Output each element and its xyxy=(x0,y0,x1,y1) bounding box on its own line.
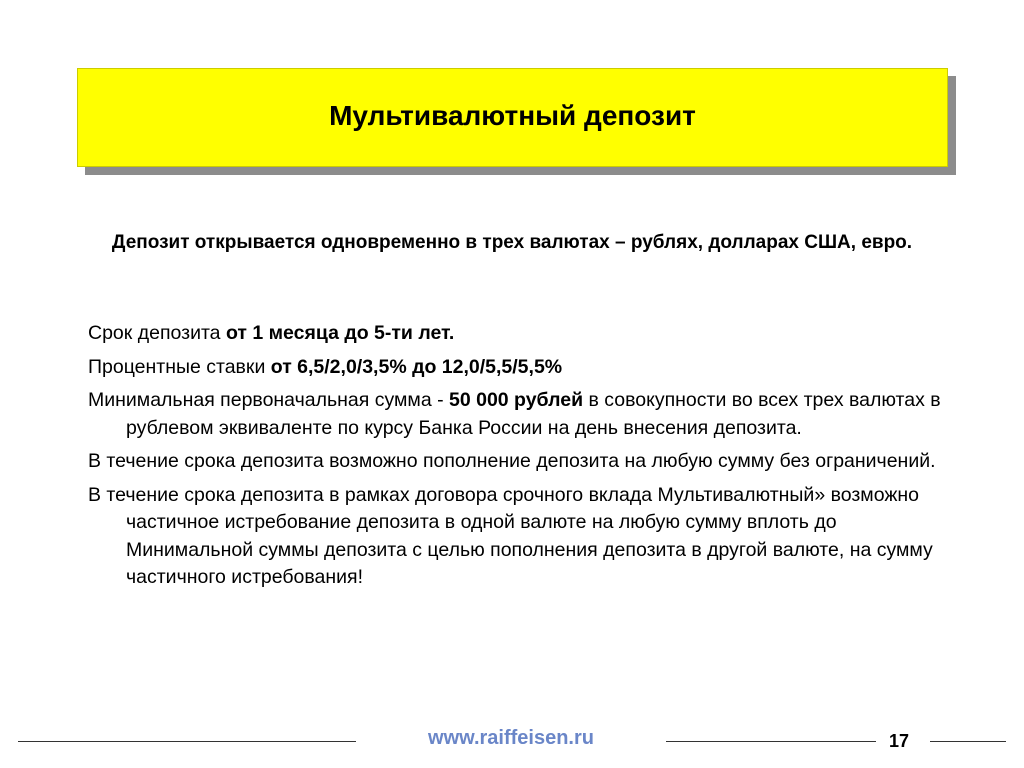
item-text-after: в совокупности во всех трех валютах в рублевом эквиваленте по курсу Банка России на день внесения депозита. xyxy=(126,389,941,439)
list-item-partial-withdrawal xyxy=(88,482,948,592)
list-item-rates xyxy=(88,354,948,382)
title-box xyxy=(77,68,948,167)
list-item-term xyxy=(88,320,948,348)
intro-text: Депозит открывается одновременно в трех валютах – рублях, долларах США, евро. xyxy=(111,232,913,253)
bullet-list xyxy=(88,320,948,598)
footer-website-link[interactable]: www.raiffeisen.ru xyxy=(428,727,594,749)
list-item-replenishment xyxy=(88,448,948,476)
item-text: В течение срока депозита в рамках договора срочного вклада Мультивалютный» возможно частичное истребование депозита в одной валюте на любую сумму вплоть до Минимальной суммы депозита с целью пополнения депозита в другой валюте, на сумму частичного истребования! xyxy=(88,483,933,588)
list-item-min-sum xyxy=(88,387,948,442)
slide-title: Мультивалютный депозит xyxy=(329,99,696,131)
footer-divider-middle xyxy=(666,741,876,742)
page-number: 17 xyxy=(888,731,910,751)
item-bold-text: 50 000 рублей xyxy=(449,389,584,411)
item-text: Процентные ставки xyxy=(88,355,271,378)
item-bold-text: от 6,5/2,0/3,5% до 12,0/5,5/5,5% xyxy=(270,355,563,378)
footer-divider-left xyxy=(18,741,356,742)
item-text: Минимальная первоначальная сумма - xyxy=(88,389,449,411)
item-text: В течение срока депозита возможно пополнение депозита на любую сумму без ограничений. xyxy=(88,450,936,472)
item-text: Срок депозита xyxy=(88,322,226,344)
item-bold-text: от 1 месяца до 5-ти лет. xyxy=(225,322,455,344)
footer-divider-right xyxy=(930,741,1006,742)
